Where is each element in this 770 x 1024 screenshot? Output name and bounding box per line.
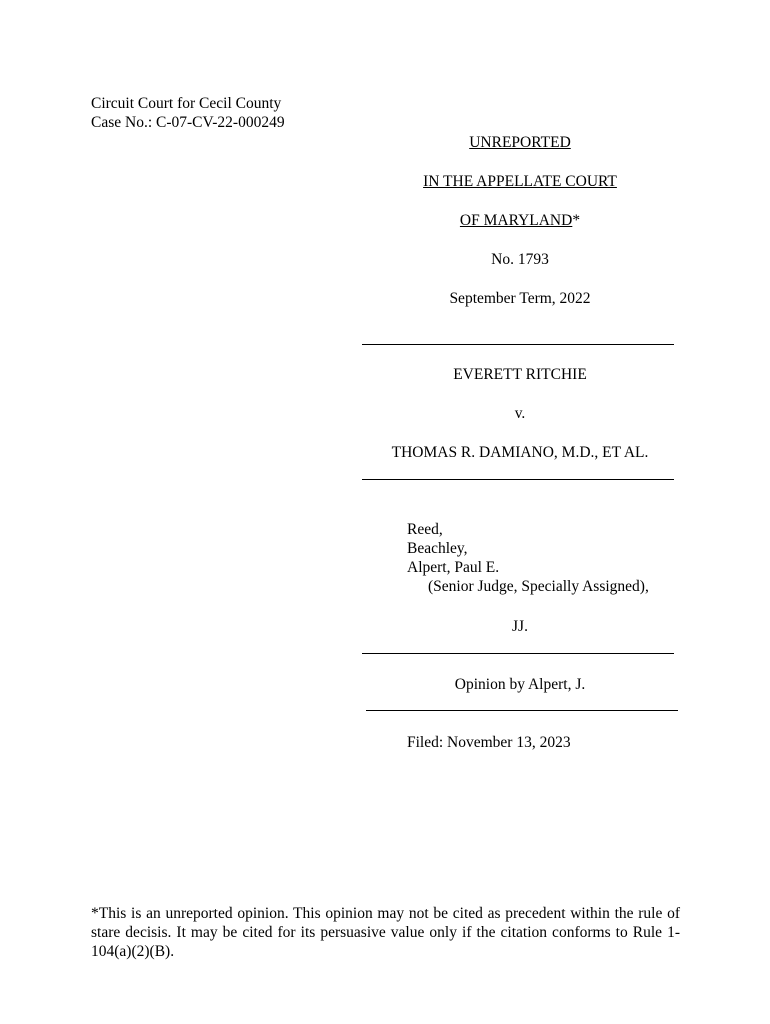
trial-court-header: [91, 94, 285, 132]
divider-2: [362, 479, 674, 480]
appellee-name: THOMAS R. DAMIANO, M.D., ET AL.: [391, 444, 649, 461]
term: September Term, 2022: [449, 290, 591, 307]
appellate-court-text2: OF MARYLAND: [459, 212, 573, 229]
judge-note: (Senior Judge, Specially Assigned),: [428, 578, 649, 595]
divider-4: [366, 710, 678, 711]
appellate-court-text1: IN THE APPELLATE COURT: [423, 173, 617, 190]
appellant-name: EVERETT RITCHIE: [453, 366, 587, 383]
opinion-author: Opinion by Alpert, J.: [454, 676, 586, 693]
docket-number: No. 1793: [491, 251, 549, 268]
trial-court-name: Circuit Court for Cecil County: [91, 95, 282, 112]
filed-date: Filed: November 13, 2023: [407, 734, 571, 751]
footnote-asterisk: *: [572, 212, 581, 229]
versus: v.: [514, 405, 526, 422]
judges-suffix: JJ.: [512, 618, 528, 635]
appellate-court-line1: [360, 172, 680, 191]
footnote: *This is an unreported opinion. This opinion may not be cited as precedent within the rule of stare decisis. It may be cited for its persuasive value only if the citation conforms to Rule 1-104(a)(2)(B).: [91, 905, 680, 960]
divider-1: [362, 344, 674, 345]
unreported-text: UNREPORTED: [469, 134, 571, 151]
appellate-court-line2: [360, 211, 680, 230]
unreported-label: [360, 133, 680, 152]
judge-name: Reed,: [407, 521, 443, 538]
judge-panel: [407, 520, 649, 596]
judge-name: Alpert, Paul E.: [407, 559, 500, 576]
divider-3: [362, 653, 674, 654]
judge-name: Beachley,: [407, 540, 468, 557]
case-number: Case No.: C-07-CV-22-000249: [91, 114, 285, 131]
